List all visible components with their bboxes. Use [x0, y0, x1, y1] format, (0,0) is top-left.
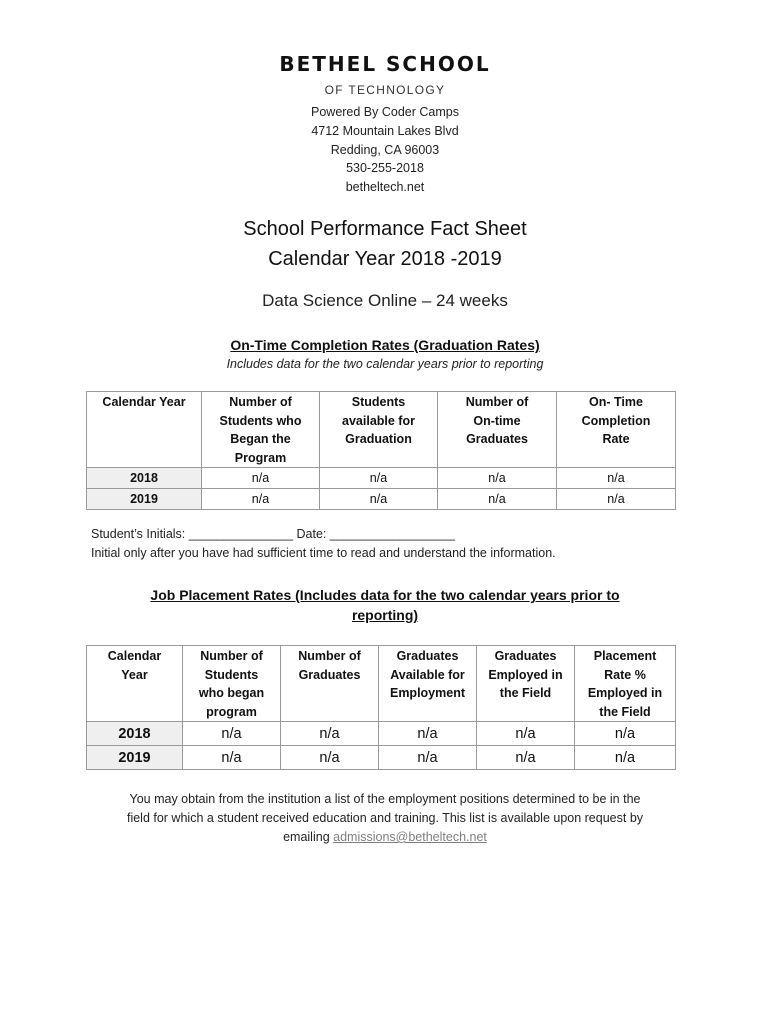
student-initials-line[interactable]: Student’s Initials: _______________ Date: __________________ — [91, 527, 455, 541]
table-cell: n/a — [183, 722, 281, 746]
table-row — [87, 468, 676, 489]
col-ontime-graduates: Number of On-time Graduates — [438, 392, 557, 468]
table-cell: n/a — [202, 468, 320, 489]
initials-note: Initial only after you have had sufficient time to read and understand the information. — [91, 546, 556, 560]
table-cell: n/a — [281, 722, 379, 746]
row-year: 2018 — [87, 468, 202, 489]
row-year: 2019 — [87, 489, 202, 510]
address-line-1: 4712 Mountain Lakes Blvd — [311, 124, 459, 138]
col-calendar-year: Calendar Year — [87, 392, 202, 468]
table-row — [87, 722, 676, 746]
row-year: 2018 — [87, 722, 183, 746]
col-number-of-graduates: Number of Graduates — [281, 646, 379, 722]
table-cell: n/a — [379, 722, 477, 746]
table-cell: n/a — [477, 746, 575, 770]
table-cell: n/a — [281, 746, 379, 770]
program-name: Data Science Online – 24 weeks — [262, 291, 508, 310]
table-cell: n/a — [575, 722, 676, 746]
table-cell: n/a — [320, 489, 438, 510]
row-year: 2019 — [87, 746, 183, 770]
completion-rates-note: Includes data for the two calendar years prior to reporting — [226, 357, 544, 371]
table-cell: n/a — [557, 468, 676, 489]
table-cell: n/a — [575, 746, 676, 770]
table-cell: n/a — [320, 468, 438, 489]
table-cell: n/a — [379, 746, 477, 770]
col-students-available: Students available for Graduation — [320, 392, 438, 468]
table-row — [87, 746, 676, 770]
col-placement-rate: Placement Rate % Employed in the Field — [575, 646, 676, 722]
admissions-email-link[interactable]: admissions@betheltech.net — [333, 830, 487, 844]
col-students-began: Number of Students who Began the Program — [202, 392, 320, 468]
website: betheltech.net — [345, 180, 425, 194]
footer-text: You may obtain from the institution a list of the employment positions determined to be in the field for which a student received education and training. This list is available upon request by emailing admissions@betheltech.net — [126, 792, 644, 844]
table-cell: n/a — [202, 489, 320, 510]
address-line-2: Redding, CA 96003 — [330, 143, 440, 157]
table-cell: n/a — [438, 489, 557, 510]
table-header-row — [87, 646, 676, 722]
col-graduates-available: Graduates Available for Employment — [379, 646, 477, 722]
table-cell: n/a — [557, 489, 676, 510]
completion-rates-table — [86, 391, 676, 510]
completion-rates-heading: On-Time Completion Rates (Graduation Rates) — [230, 337, 540, 353]
phone-number: 530-255-2018 — [346, 161, 424, 175]
col-calendar-year: Calendar Year — [87, 646, 183, 722]
page-title: School Performance Fact Sheet — [243, 218, 527, 240]
placement-rates-table — [86, 645, 676, 770]
placement-rates-heading: Job Placement Rates (Includes data for the two calendar years prior to reporting) — [150, 587, 620, 623]
table-row — [87, 489, 676, 510]
col-graduates-employed: Graduates Employed in the Field — [477, 646, 575, 722]
page-subtitle-year: Calendar Year 2018 -2019 — [268, 248, 502, 270]
school-name: BETHEL SCHOOL — [279, 52, 491, 76]
school-subtitle: OF TECHNOLOGY — [324, 83, 446, 97]
col-completion-rate: On- Time Completion Rate — [557, 392, 676, 468]
table-cell: n/a — [438, 468, 557, 489]
table-cell: n/a — [183, 746, 281, 770]
powered-by: Powered By Coder Camps — [311, 105, 459, 119]
table-header-row — [87, 392, 676, 468]
col-students-began: Number of Students who began program — [183, 646, 281, 722]
table-cell: n/a — [477, 722, 575, 746]
